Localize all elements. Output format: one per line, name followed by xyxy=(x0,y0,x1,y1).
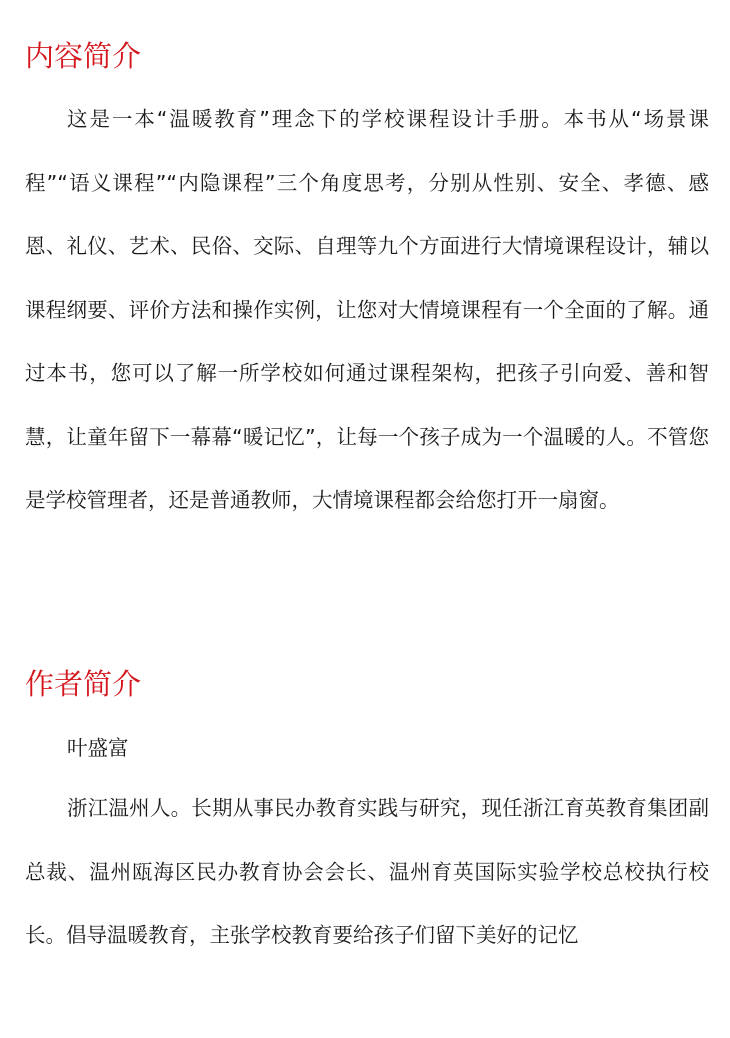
author-intro-heading: 作者简介 xyxy=(25,667,142,701)
author-intro-paragraph: 浙江温州人。长期从事民办教育实践与研究，现任浙江育英教育集团副总裁、温州瓯海区民办教育协会会长、温州育英国际实验学校总校执行校长。倡导温暖教育，主张学校教育要给孩子们留下美好的记忆 xyxy=(25,796,709,947)
book-intro-paragraph: 这是一本“温暖教育”理念下的学校课程设计手册。本书从“场景课程”“语义课程”“内隐课程”三个角度思考，分别从性别、安全、孝德、感恩、礼仪、艺术、民俗、交际、自理等九个方面进行大情境课程设计，辅以课程纲要、评价方法和操作实例，让您对大情境课程有一个全面的了解。通过本书，您可以了解一所学校如何通过课程架构，把孩子引向爱、善和智慧，让童年留下一幕幕“暖记忆”，让每一个孩子成为一个温暖的人。不管您是学校管理者，还是普通教师，大情境课程都会给您打开一扇窗。 xyxy=(25,107,709,512)
book-intro-heading: 内容简介 xyxy=(25,39,142,73)
author-name: 叶盛富 xyxy=(67,736,129,760)
